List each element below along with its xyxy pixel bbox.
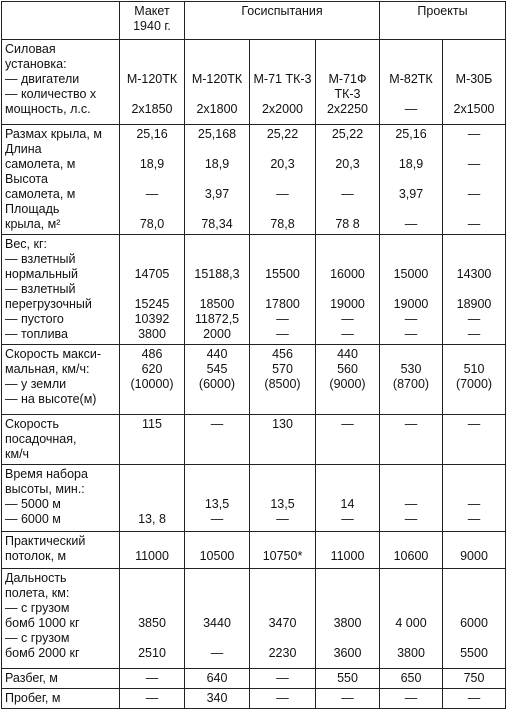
row-label-text: Вес, кг: — взлетный нормальный — взлетный перегрузочный — пустого — топлива: [5, 237, 92, 341]
header-gosispytaniya: Госиспытания: [185, 2, 380, 40]
cell-value: —: [276, 691, 289, 705]
table-cell: [185, 345, 250, 415]
table-cell: [185, 125, 250, 235]
table-cell: [120, 465, 185, 532]
table-cell: [120, 689, 185, 709]
cell-value: —: [210, 417, 224, 431]
row-label-text: Силовая установка: — двигатели — количество х мощность, л.с.: [5, 42, 97, 116]
table-cell: [380, 569, 443, 669]
table-cell: [250, 235, 316, 345]
cell-value: 15500 17800 — —: [265, 267, 300, 341]
cell-value: 25,22 20,3 — 78 8: [331, 127, 364, 231]
row-label: [2, 40, 120, 125]
table-cell: [316, 669, 380, 689]
table-cell: [250, 415, 316, 465]
row-label: [2, 345, 120, 415]
cell-value: 3800 3600: [333, 616, 362, 660]
cell-value: —: [145, 691, 159, 705]
row-label: [2, 465, 120, 532]
table-cell: [443, 235, 506, 345]
cell-value: 6000 5500: [460, 616, 488, 660]
cell-value: 15000 19000 — —: [393, 267, 429, 341]
table-cell: [250, 569, 316, 669]
cell-value: —: [404, 417, 418, 431]
cell-value: 14300 18900 — —: [456, 267, 492, 341]
table-row: [2, 689, 506, 709]
row-label: [2, 235, 120, 345]
table-cell: [316, 465, 380, 532]
table-cell: [316, 532, 380, 569]
row-label: [2, 532, 120, 569]
row-label-text: Дальность полета, км: — с грузом бомб 1000 кг — с грузом бомб 2000 кг: [5, 571, 80, 660]
cell-value: 14 —: [340, 497, 355, 526]
cell-value: 25,168 18,9 3,97 78,34: [197, 127, 237, 231]
cell-value: 3470 2230: [268, 616, 297, 660]
table-row: [2, 569, 506, 669]
cell-value: 11000: [330, 549, 365, 563]
table-cell: [316, 569, 380, 669]
table-cell: [316, 689, 380, 709]
row-label-text: Скорость макси- мальная, км/ч: — у земли — на высоте(м): [5, 347, 102, 406]
cell-value: 14705 15245 10392 3800: [134, 267, 170, 341]
table-cell: [443, 569, 506, 669]
cell-value: 486 620 (10000): [130, 347, 174, 391]
cell-value: М-30Б 2х1500: [453, 72, 495, 116]
cell-value: 25,16 18,9 3,97 —: [395, 127, 427, 231]
table-cell: [443, 345, 506, 415]
table-cell: [185, 689, 250, 709]
table-cell: [380, 532, 443, 569]
table-cell: [120, 569, 185, 669]
table-cell: [316, 235, 380, 345]
row-label-text: Практический потолок, м: [5, 534, 86, 563]
cell-value: 4 000 3800: [395, 616, 427, 660]
table-cell: [380, 669, 443, 689]
header-label-cell: [2, 2, 120, 40]
cell-value: 13,5 —: [270, 497, 295, 526]
cell-value: —: [276, 671, 289, 685]
cell-value: М-120ТК 2х1800: [191, 72, 243, 116]
table-cell: [316, 40, 380, 125]
row-label: [2, 669, 120, 689]
table-cell: [120, 532, 185, 569]
table-cell: [443, 669, 506, 689]
table-cell: [120, 345, 185, 415]
table-cell: [443, 689, 506, 709]
table-cell: [443, 40, 506, 125]
table-cell: [250, 669, 316, 689]
table-row: [2, 125, 506, 235]
table-row: [2, 40, 506, 125]
cell-value: 10600: [393, 549, 429, 563]
table-row: [2, 465, 506, 532]
table-cell: [185, 669, 250, 689]
cell-value: 3440 —: [203, 616, 231, 660]
table-cell: [120, 235, 185, 345]
table-cell: [316, 125, 380, 235]
table-cell: [120, 415, 185, 465]
row-label: [2, 569, 120, 669]
table-cell: [443, 465, 506, 532]
row-label-text: Скорость посадочная, км/ч: [5, 417, 77, 461]
cell-value: 115: [142, 417, 162, 431]
table-cell: [380, 345, 443, 415]
cell-value: 16000 19000 — —: [330, 267, 365, 341]
cell-value: М-82ТК —: [389, 72, 433, 116]
cell-value: М-71Ф ТК-3 2х2250: [326, 72, 368, 116]
cell-value: М-71 ТК-3 2х2000: [253, 72, 312, 116]
cell-value: 13,5 —: [204, 497, 230, 526]
table-cell: [380, 689, 443, 709]
table-cell: [250, 345, 316, 415]
cell-value: 456 570 (8500): [264, 347, 301, 391]
cell-value: 510 (7000): [455, 362, 493, 391]
cell-value: — —: [404, 497, 418, 526]
cell-value: М-120ТК 2х1850: [126, 72, 178, 116]
row-label: [2, 689, 120, 709]
cell-value: 10500: [199, 549, 235, 563]
cell-value: 15188,3 18500 11872,5 2000: [194, 267, 240, 341]
table-cell: [316, 345, 380, 415]
cell-value: —: [404, 691, 418, 705]
table-cell: [185, 465, 250, 532]
table-cell: [250, 125, 316, 235]
cell-value: 650: [400, 671, 422, 685]
cell-value: 25,22 20,3 — 78,8: [266, 127, 299, 231]
table-row: [2, 415, 506, 465]
row-label: [2, 125, 120, 235]
table-cell: [185, 40, 250, 125]
table-cell: [185, 532, 250, 569]
table-cell: [380, 415, 443, 465]
table-cell: [380, 465, 443, 532]
table-cell: [443, 125, 506, 235]
table-cell: [380, 40, 443, 125]
cell-value: —: [467, 417, 481, 431]
row-label-text: Пробег, м: [5, 691, 61, 705]
cell-value: 25,16 18,9 — 78,0: [136, 127, 168, 231]
cell-value: 440 545 (6000): [198, 347, 236, 391]
table-row: [2, 532, 506, 569]
table-cell: [120, 40, 185, 125]
table-cell: [380, 235, 443, 345]
header-proekty: Проекты: [380, 2, 506, 40]
row-label-text: Размах крыла, м Длина самолета, м Высота самолета, м Площадь крыла, м²: [5, 127, 102, 231]
cell-value: 340: [206, 691, 228, 705]
cell-value: 130: [272, 417, 293, 431]
cell-value: — —: [467, 497, 481, 526]
cell-value: 640: [206, 671, 228, 685]
row-label: [2, 415, 120, 465]
cell-value: 9000: [460, 549, 488, 563]
table-cell: [185, 415, 250, 465]
table-row: [2, 235, 506, 345]
table-cell: [185, 235, 250, 345]
table-cell: [316, 415, 380, 465]
cell-value: 530 (8700): [392, 362, 430, 391]
cell-value: 550: [337, 671, 358, 685]
header-maket: Макет 1940 г.: [120, 2, 185, 40]
cell-value: —: [341, 691, 354, 705]
row-label-text: Время набора высоты, мин.: — 5000 м — 6000 м: [5, 467, 88, 526]
cell-value: 11000: [135, 549, 169, 563]
table-cell: [120, 669, 185, 689]
cell-value: —: [341, 417, 354, 431]
table-cell: [443, 532, 506, 569]
cell-value: — — — —: [467, 127, 481, 231]
table-row: [2, 345, 506, 415]
table-row: [2, 669, 506, 689]
table-cell: [250, 40, 316, 125]
header-row: [2, 2, 506, 40]
table-cell: [250, 532, 316, 569]
table-cell: [185, 569, 250, 669]
cell-value: 440 560 (9000): [329, 347, 366, 391]
table-cell: [380, 125, 443, 235]
cell-value: —: [467, 691, 481, 705]
cell-value: 10750*: [262, 549, 303, 563]
table-cell: [250, 465, 316, 532]
specs-table: [1, 1, 506, 709]
table-cell: [120, 125, 185, 235]
cell-value: 13, 8: [138, 512, 166, 526]
table-cell: [443, 415, 506, 465]
cell-value: —: [145, 671, 159, 685]
row-label-text: Разбег, м: [5, 671, 58, 685]
cell-value: 3850 2510: [138, 616, 166, 660]
table-cell: [250, 689, 316, 709]
cell-value: 750: [463, 671, 485, 685]
